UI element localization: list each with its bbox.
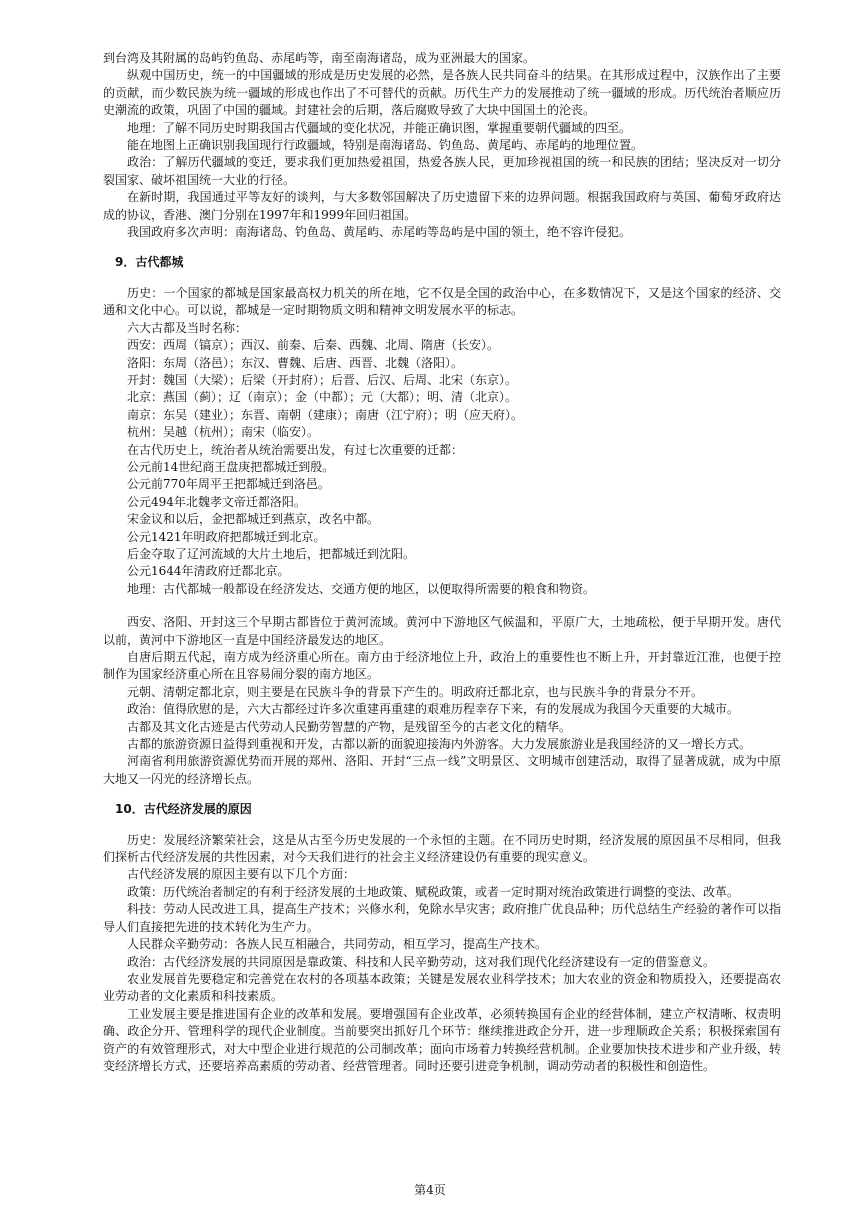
paragraph: 能在地图上正确识别我国现行行政疆域，特别是南海诸岛、钓鱼岛、黄尾屿、赤尾屿的地理位置。 xyxy=(127,138,644,153)
list-item: 公元494年北魏孝文帝迁都洛阳。 xyxy=(127,494,306,509)
page-number: 第4页 xyxy=(414,1183,446,1197)
list-item: 宋金议和以后，金把都城迁到燕京，改名中都。 xyxy=(127,512,380,527)
paragraph: 古代经济发展的原因主要有以下几个方面： xyxy=(127,867,356,882)
paragraph: 政治：了解历代疆域的变迁，要求我们更加热爱祖国，热爱各族人民，更加珍视祖国的统一和民族的团结；坚决反对一切分裂国家、破坏祖国统一大业的行径。 xyxy=(103,155,781,187)
paragraph: 地理：古代都城一般都设在经济发达、交通方便的地区，以便取得所需要的粮食和物资。 xyxy=(127,581,596,596)
paragraph: 在新时期，我国通过平等友好的谈判，与大多数邻国解决了历史遗留下来的边界问题。根据我国政府与英国、葡萄牙政府达成的协议，香港、澳门分别在1997年和1999年回归祖国。 xyxy=(103,190,781,222)
paragraph: 六大古都及当时名称： xyxy=(127,320,248,335)
paragraph: 政策：历代统治者制定的有利于经济发展的土地政策、赋税政策，或者一定时期对统治政策进行调整的变法、改革。 xyxy=(127,884,740,899)
list-item: 公元前14世纪商王盘庚把都城迁到殷。 xyxy=(127,459,335,474)
list-item: 洛阳：东周（洛邑）；东汉、曹魏、后唐、西晋、北魏（洛阳）。 xyxy=(127,355,464,370)
list-item: 南京：东吴（建业）；东晋、南朝（建康）；南唐（江宁府）；明（应天府）。 xyxy=(127,407,524,422)
paragraph: 古都的旅游资源日益得到重视和开发，古都以新的面貌迎接海内外游客。大力发展旅游业是我国经济的又一增长方式。 xyxy=(127,737,752,752)
list-item: 北京：燕国（蓟）；辽（南京）；金（中都）；元（大都）；明、清（北京）。 xyxy=(127,390,518,405)
list-item: 后金夺取了辽河流域的大片土地后，把都城迁到沈阳。 xyxy=(127,546,416,561)
paragraph: 科技：劳动人民改进工具，提高生产技术；兴修水利，免除水旱灾害；政府推广优良品种；历代总结生产经验的著作可以指导人们直接把先进的技术转化为生产力。 xyxy=(103,902,781,934)
paragraph: 农业发展首先要稳定和完善党在农村的各项基本政策；关键是发展农业科学技术；加大农业的资金和物质投入，还要提高农业劳动者的文化素质和科技素质。 xyxy=(103,971,781,1004)
list-item: 杭州：吴越（杭州）；南宋（临安）。 xyxy=(127,425,320,440)
paragraph: 元朝、清朝定都北京，则主要是在民族斗争的背景下产生的。明政府迁都北京，也与民族斗争的背景分不开。 xyxy=(127,684,704,699)
paragraph: 到台湾及其附属的岛屿钓鱼岛、赤尾屿等，南至南海诸岛，成为亚洲最大的国家。 xyxy=(103,51,536,65)
list-item: 公元1421年明政府把都城迁到北京。 xyxy=(127,529,326,544)
paragraph-gap xyxy=(103,598,781,614)
list-item: 开封：魏国（大梁）；后梁（开封府）；后晋、后汉、后周、北宋（东京）。 xyxy=(127,372,518,387)
paragraph: 地理：了解不同历史时期我国古代疆域的变化状况，并能正确识图，掌握重要朝代疆域的四至。 xyxy=(127,120,632,135)
paragraph: 河南省利用旅游资源优势而开展的郑州、洛阳、开封“三点一线”文明景区、文明城市创建活动，取得了显著成就，成为中原大地又一闪光的经济增长点。 xyxy=(103,754,781,786)
list-item: 西安：西周（镐京）；西汉、前秦、后秦、西魏、北周、隋唐（长安）。 xyxy=(127,338,500,353)
paragraph: 西安、洛阳、开封这三个早期古都皆位于黄河流域。黄河中下游地区气候温和，平原广大，土地疏松，便于早期开发。唐代以前，黄河中下游地区一直是中国经济最发达的地区。 xyxy=(103,615,781,647)
page-content xyxy=(103,50,781,1075)
paragraph: 历史：发展经济繁荣社会，这是从古至今历史发展的一个永恒的主题。在不同历史时期，经济发展的原因虽不尽相同，但我们探析古代经济发展的共性因素，对今天我们进行的社会主义经济建设仍有重要的现实意义。 xyxy=(103,832,781,865)
paragraph: 我国政府多次声明：南海诸岛、钓鱼岛、黄尾屿、赤尾屿等岛屿是中国的领土，绝不容许侵犯。 xyxy=(127,225,632,240)
paragraph: 纵观中国历史，统一的中国疆域的形成是历史发展的必然，是各族人民共同奋斗的结果。在其形成过程中，汉族作出了主要的贡献，而少数民族为统一疆域的形成也作出了不可替代的贡献。历代生产力的发展推动了统一疆域的形成。历代统治者顺应历史潮流的政策，巩固了中国的疆域。封建社会的后期，落后腐败导致了大块中国国土的沦丧。 xyxy=(103,68,781,118)
section-heading-ancient-economy: 10．古代经济发展的原因 xyxy=(115,802,252,817)
list-item: 公元1644年清政府迁都北京。 xyxy=(127,564,290,579)
paragraph: 在古代历史上，统治者从统治需要出发，有过七次重要的迁都： xyxy=(127,442,464,457)
paragraph: 自唐后期五代起，南方成为经济重心所在。南方由于经济地位上升，政治上的重要性也不断上升，开封靠近江淮，也便于控制作为国家经济重心所在且容易闹分裂的南方地区。 xyxy=(103,650,781,682)
list-item: 公元前770年周平王把都城迁到洛邑。 xyxy=(127,477,330,492)
section-heading-ancient-capitals: 9．古代都城 xyxy=(115,255,184,270)
paragraph: 工业发展主要是推进国有企业的改革和发展。要增强国有企业改革，必须转换国有企业的经营体制，建立产权清晰、权责明确、政企分开、管理科学的现代企业制度。当前要突出抓好几个环节：继续推进政企分开，进一步理顺政企关系；积极探索国有资产的有效管理形式，对大中型企业进行规范的公司制改革；面向市场着力转换经营机制。企业要加快技术进步和产业升级，转变经济增长方式，还要培养高素质的劳动者、经营管理者。同时还要引进竞争机制，调动劳动者的积极性和创造性。 xyxy=(103,1006,781,1073)
paragraph: 古都及其文化古迹是古代劳动人民勤劳智慧的产物，是残留至今的古老文化的精华。 xyxy=(127,719,572,734)
paragraph: 人民群众辛勤劳动：各族人民互相融合，共同劳动，相互学习，提高生产技术。 xyxy=(127,937,548,952)
paragraph: 历史：一个国家的都城是国家最高权力机关的所在地，它不仅是全国的政治中心，在多数情况下，又是这个国家的经济、交通和文化中心。可以说，都城是一定时期物质文明和精神文明发展水平的标志。 xyxy=(103,285,781,318)
paragraph: 政治：值得欣慰的是，六大古都经过许多次重建再重建的艰难历程幸存下来，有的发展成为我国今天重要的大城市。 xyxy=(127,702,740,717)
paragraph: 政治：古代经济发展的共同原因是靠政策、科技和人民辛勤劳动，这对我们现代化经济建设有一定的借鉴意义。 xyxy=(127,954,716,969)
